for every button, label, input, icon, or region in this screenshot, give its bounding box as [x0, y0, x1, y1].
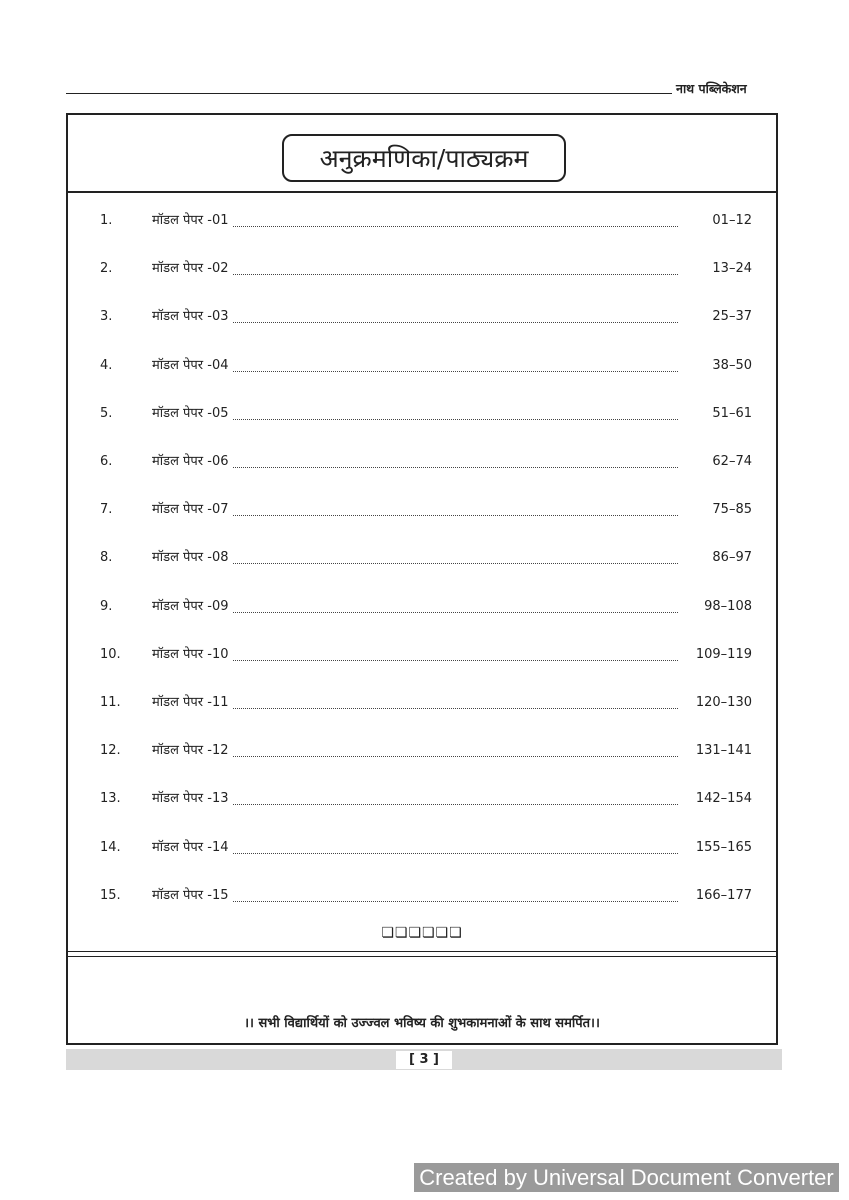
toc-number: 3.	[100, 309, 113, 325]
toc-number: 9.	[100, 598, 113, 614]
toc-entry-label: मॉडल पेपर -11	[152, 695, 233, 710]
footer-divider	[68, 951, 776, 957]
toc-row	[68, 885, 776, 907]
toc-number: 7.	[100, 502, 113, 518]
toc-page-range: 38–50	[712, 357, 752, 373]
toc-number: 15.	[100, 887, 121, 903]
toc-entry-label: मॉडल पेपर -14	[152, 840, 233, 855]
toc-row	[68, 547, 776, 569]
toc-row	[68, 644, 776, 666]
header-rule	[66, 93, 672, 94]
toc-entry-label: मॉडल पेपर -09	[152, 599, 233, 614]
toc-entry	[152, 885, 678, 907]
toc-number: 1.	[100, 213, 113, 228]
toc-entry-label: मॉडल पेपर -08	[152, 550, 233, 565]
toc-entry	[152, 355, 678, 377]
toc-page-range: 98–108	[704, 598, 752, 614]
toc-row	[68, 306, 776, 328]
end-ornament: ❏❏❏❏❏❏	[381, 925, 463, 941]
toc-entry	[152, 258, 678, 280]
toc-page-range: 131–141	[695, 743, 752, 759]
toc-row	[68, 596, 776, 618]
toc-entry-label: मॉडल पेपर -05	[152, 406, 233, 421]
toc-page-range: 01–12	[712, 213, 752, 228]
toc-row	[68, 740, 776, 762]
toc-page-range: 155–165	[695, 839, 752, 855]
toc-number: 11.	[100, 695, 121, 710]
toc-number: 13.	[100, 791, 121, 807]
toc-number: 4.	[100, 357, 113, 373]
toc-number: 14.	[100, 839, 121, 855]
toc-entry	[152, 692, 678, 714]
toc-entry	[152, 837, 678, 859]
toc-page-range: 86–97	[712, 550, 752, 566]
toc-entry-label: मॉडल पेपर -04	[152, 358, 233, 373]
toc-row	[68, 355, 776, 377]
toc-entry-label: मॉडल पेपर -06	[152, 454, 233, 469]
toc-entry	[152, 788, 678, 810]
toc-number: 5.	[100, 405, 113, 421]
watermark: Created by Universal Document Converter	[414, 1163, 839, 1192]
toc-entry-label: मॉडल पेपर -15	[152, 888, 233, 903]
toc-entry-label: मॉडल पेपर -03	[152, 309, 233, 324]
toc-entry	[152, 306, 678, 328]
toc-entry-label: मॉडल पेपर -01	[152, 213, 233, 228]
toc-entry-label: मॉडल पेपर -10	[152, 647, 233, 662]
toc-number: 6.	[100, 454, 113, 469]
toc-number: 2.	[100, 261, 113, 277]
toc-page-range: 75–85	[712, 502, 752, 518]
toc-page-range: 13–24	[712, 261, 752, 277]
toc-entry	[152, 740, 678, 762]
toc-entry	[152, 403, 678, 425]
toc-entry-label: मॉडल पेपर -02	[152, 261, 233, 276]
toc-page-range: 109–119	[695, 646, 752, 662]
toc-row	[68, 258, 776, 280]
toc-entry-label: मॉडल पेपर -07	[152, 502, 233, 517]
toc-entry-label: मॉडल पेपर -12	[152, 743, 233, 758]
toc-row	[68, 451, 776, 473]
toc-entry-label: मॉडल पेपर -13	[152, 791, 233, 806]
toc-page-range: 62–74	[712, 454, 752, 469]
toc-entry	[152, 210, 678, 232]
toc-row	[68, 499, 776, 521]
toc-row	[68, 788, 776, 810]
toc-row	[68, 837, 776, 859]
toc-number: 10.	[100, 646, 121, 662]
page-number: [ 3 ]	[396, 1051, 452, 1069]
publisher-name: नाथ पब्लिकेशन	[676, 81, 747, 96]
toc-number: 12.	[100, 743, 121, 759]
toc-page-range: 25–37	[712, 309, 752, 325]
toc-page-range: 51–61	[712, 405, 752, 421]
toc-number: 8.	[100, 550, 113, 566]
page-title: अनुक्रमणिका/पाठ्यक्रम	[282, 134, 566, 182]
toc-row	[68, 403, 776, 425]
title-divider	[68, 191, 776, 193]
toc-row	[68, 210, 776, 232]
toc-page-range: 142–154	[695, 791, 752, 807]
toc-entry	[152, 644, 678, 666]
toc-entry	[152, 596, 678, 618]
toc-row	[68, 692, 776, 714]
toc-entry	[152, 547, 678, 569]
toc-entry	[152, 499, 678, 521]
content-frame	[66, 113, 778, 1045]
dedication-text: ।। सभी विद्यार्थियों को उज्ज्वल भविष्य की शुभकामनाओं के साथ समर्पित।।	[244, 1016, 600, 1031]
toc-entry	[152, 451, 678, 473]
toc-page-range: 120–130	[695, 695, 752, 710]
toc-page-range: 166–177	[695, 887, 752, 903]
